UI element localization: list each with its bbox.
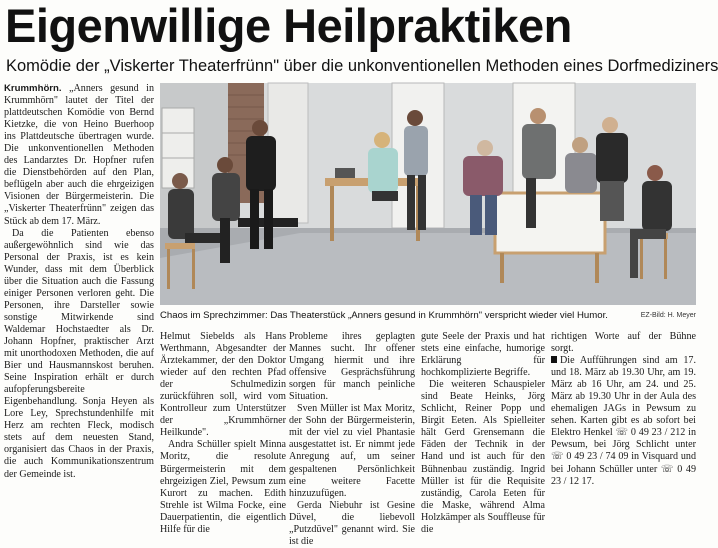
square-bullet-icon <box>551 356 557 363</box>
paragraph: Andra Schüller spielt Minna Moritz, die resolute Bürgermeisterin mit dem ehrgeizigen Ziel, Pewsum zum Kurort zu machen. Edith Strehle ist Wilma Focke, eine Dauerpatientin, die eigentlich Hilfe für die <box>160 439 286 535</box>
info-box <box>551 355 696 488</box>
performance-info: Die Aufführungen sind am 17. und 18. März ab 19.30 Uhr, am 19. März ab 16 Uhr, am 24. und 25. März ab 19.30 Uhr in der Aula des ehemaligen JAGs in Pewsum zu sehen. Karten gibt es ab sofort bei Elektro Henkel ☏ 0 49 23 / 212 in Pewsum, bei Jörg Schlicht unter ☏ 0 49 23 / 74 09 in Visquard und bei Johann Schüller unter ☏ 0 49 23 / 12 17. <box>551 355 696 487</box>
article-photo <box>160 83 696 305</box>
article-column-4 <box>421 331 545 535</box>
article-column-3 <box>289 331 415 547</box>
headline: Eigenwillige Heilpraktiken <box>5 0 572 52</box>
paragraph: Da die Patienten ebenso außergewöhnlich sind wie das Personal der Praxis, ist es kein Wunder, dass mit dem Überblick über die Situation auch die Fassung einiger Personen verloren geht. Die Personen, ihre Darsteller sowie sonstige Mitwirkende sind Waldemar Hochstaedter als Dr. Johann Hopfner, praktischer Arzt mit unorthodoxen Methoden, die auf Bier und Hausmannskost beruhen. Seine Inspiration erhält er durch aufopferungsbereite Eigenbehandlung. Sonja Heyen als Lore Ley, Sprechstundenhilfe mit Herz am rechten Fleck, modisch stets auf dem neuesten Stand, organisiert das Chaos in der Praxis, die auch Kommunikationszentrum der Gemeinde ist. <box>4 227 154 480</box>
paragraph: Helmut Siebelds als Hans Werthmann, Abgesandter der Ärztekammer, der den Doktor wieder auf den rechten Pfad der Schulmedizin zurückführen soll, wird vom Kontrolleur zum Unterstützer der „Krummhörner Heilkunde". <box>160 331 286 439</box>
paragraph: Probleme ihres geplagten Mannes sucht. Ihr offener Umgang hiermit und ihre offensive Gesprächsführung sorgen für manch peinliche Situation. <box>289 331 415 403</box>
paragraph-text: „Anners gesund in Krummhörn" lautet der Titel der plattdeutschen Komödie von Bernd Kietzke, die von Heino Buerhoop ins Plattdeutsche übertragen wurde. Die unkonventionellen Methoden des Landarztes Dr. Hopfner rufen die Dienstbehörden auf den Plan, beflügeln aber auch die ehrgeizigen Visionen der Bürgermeisterin. Die „Viskerter Theaterfrünn" zeigen das Stück ab dem 17. März. <box>4 83 154 227</box>
paragraph: Die weiteren Schauspieler sind Beate Heinks, Jörg Schlicht, Reiner Popp und Birgit Eeten. Als Spielleiter hält Gerd Grensemann die Fäden der Technik in der Hand und ist auch für den Bühnenbau zuständig. Ingrid Müller ist für die Requisite zuständig, Carola Eeten für die Maske, während Alma Holzkämper als Souffleuse für die <box>421 379 545 535</box>
subheadline: Komödie der „Viskerter Theaterfrünn" über die unkonventionellen Methoden eines Dorfmediziners <box>6 57 718 75</box>
article-column-1 <box>4 83 154 517</box>
article-column-2 <box>160 331 286 535</box>
paragraph: gute Seele der Praxis und hat stets eine einfache, humorige Erklärung für hochkomplizierte Begriffe. <box>421 331 545 379</box>
dateline-city: Krummhörn. <box>4 83 62 94</box>
paragraph: Gerda Niebuhr ist Gesine Düvel, die liebevoll „Putzdüvel" genannt wird. Sie ist die <box>289 499 415 547</box>
paragraph: Sven Müller ist Max Moritz, der Sohn der Bürgermeisterin, mit der viel zu viel Phantasie ausgestattet ist. Er nimmt jede Anregung auf, um seiner gespaltenen Persönlichkeit eine weitere Facette hinzuzufügen. <box>289 403 415 499</box>
paragraph <box>4 83 154 228</box>
paragraph: richtigen Worte auf der Bühne sorgt. <box>551 331 696 355</box>
theatre-stage-photo <box>160 83 696 305</box>
photo-caption: Chaos im Sprechzimmer: Das Theaterstück „Anners gesund in Krummhörn" verspricht wieder viel Humor. <box>160 310 608 321</box>
photo-credit: EZ-Bild: H. Meyer <box>640 312 696 319</box>
article-column-5 <box>551 331 696 519</box>
